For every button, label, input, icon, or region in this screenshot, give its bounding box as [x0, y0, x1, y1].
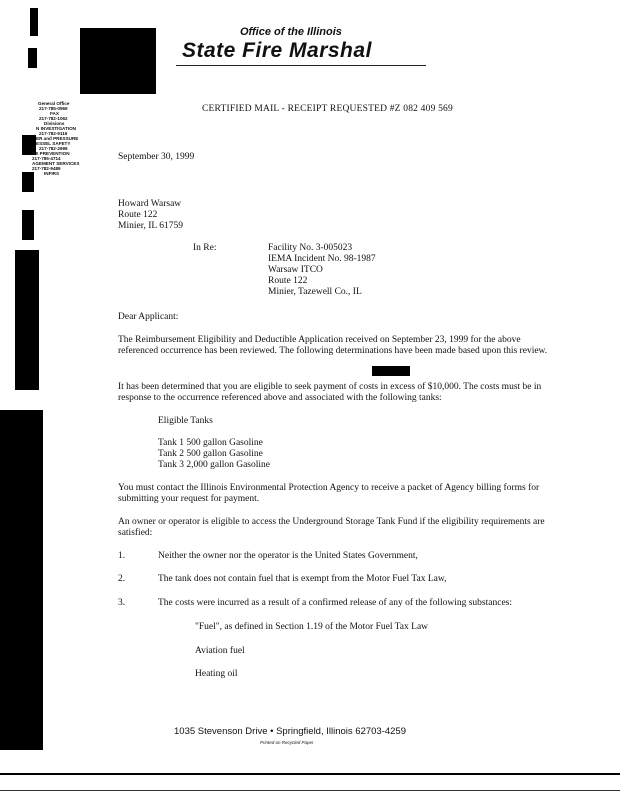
re-label: In Re:	[193, 243, 217, 253]
redaction-logo-block	[80, 28, 156, 94]
redaction-sidebar-2	[22, 172, 34, 192]
redaction-sidebar-3	[22, 210, 34, 240]
requirement-num: 1.	[118, 551, 126, 561]
letterhead-office: Office of the Illinois	[240, 26, 342, 38]
sidebar-line: General Office	[38, 101, 70, 106]
bottom-rule-1	[0, 773, 620, 775]
requirement-text: The tank does not contain fuel that is exempt from the Motor Fuel Tax Law,	[158, 574, 447, 584]
sidebar-contacts	[32, 101, 98, 176]
redaction-left-block-1	[15, 250, 39, 390]
sidebar-line: FAX	[50, 111, 59, 116]
recipient-address	[118, 199, 183, 232]
paragraph-review: The Reimbursement Eligibility and Deductible Application received on September 23, 1999 for the above referenced occurrence has been reviewed. The following determinations have been made based upon this review.	[118, 335, 548, 356]
paragraph-contact-iepa: You must contact the Illinois Environmental Protection Agency to receive a packet of Agency billing forms for submitting your request for payment.	[118, 483, 540, 504]
eligible-tanks-list	[158, 438, 270, 471]
letterhead-rule	[176, 65, 426, 66]
requirement-num: 2.	[118, 574, 126, 584]
recipient-line: Howard Warsaw	[118, 199, 182, 209]
sidebar-line: ER and PRESSURE	[36, 136, 79, 141]
redaction-bar-left	[28, 48, 37, 68]
eligible-tanks-heading: Eligible Tanks	[158, 416, 213, 426]
certified-mail-line: CERTIFIED MAIL - RECEIPT REQUESTED #Z 082 409 569	[202, 104, 453, 114]
requirement-num: 3.	[118, 598, 126, 608]
sidebar-line: RE PREVENTION	[32, 151, 70, 156]
re-line: Route 122	[268, 276, 308, 286]
redaction-bar-top-left	[30, 8, 38, 36]
redaction-inline	[372, 366, 410, 376]
sidebar-line: 217-782-1062	[39, 116, 68, 121]
tank-item: Tank 2 500 gallon Gasoline	[158, 449, 263, 459]
sidebar-line: INFIRS	[44, 171, 60, 176]
re-line: Facility No. 3-005023	[268, 243, 353, 253]
sidebar-line: ESSEL SAFETY	[36, 141, 71, 146]
sidebar-line: AGEMENT SERVICES	[32, 161, 80, 166]
sidebar-line: Divisions	[44, 121, 65, 126]
recipient-line: Minier, IL 61759	[118, 221, 183, 231]
letter-date: September 30, 1999	[118, 152, 195, 162]
substance-item: Aviation fuel	[195, 646, 245, 656]
sidebar-line: N INVESTIGATION	[36, 126, 76, 131]
tank-item: Tank 3 2,000 gallon Gasoline	[158, 460, 270, 470]
re-line: Warsaw ITCO	[268, 265, 323, 275]
paragraph-eligibility: It has been determined that you are eligible to seek payment of costs in excess of $10,000. The costs must be in response to the occurrence referenced above and associated with the following tanks:	[118, 382, 542, 403]
letterhead-title: State Fire Marshal	[182, 39, 372, 62]
recipient-line: Route 122	[118, 210, 158, 220]
sidebar-line: 217-782-9489	[32, 166, 61, 171]
footer-printed-note: Printed on Recycled Paper	[260, 740, 314, 745]
paragraph-requirements: An owner or operator is eligible to access the Underground Storage Tank Fund if the eligibility requirements are satisfied:	[118, 517, 545, 538]
sidebar-line: 217-785-0969	[39, 106, 68, 111]
re-line: IEMA Incident No. 98-1987	[268, 254, 376, 264]
salutation: Dear Applicant:	[118, 312, 179, 322]
requirement-text: Neither the owner nor the operator is the United States Government,	[158, 551, 418, 561]
sidebar-line: 217-782-2696	[39, 146, 68, 151]
sidebar-line: 217-782-9116	[39, 131, 68, 136]
tank-item: Tank 1 500 gallon Gasoline	[158, 438, 263, 448]
redaction-left-block-2	[0, 410, 43, 750]
sidebar-line: 217-785-4714	[32, 156, 61, 161]
re-block	[268, 243, 376, 298]
substance-item: "Fuel", as defined in Section 1.19 of the Motor Fuel Tax Law	[195, 622, 429, 632]
footer-address: 1035 Stevenson Drive • Springfield, Illinois 62703-4259	[174, 726, 406, 737]
bottom-rule-2	[0, 790, 620, 791]
substance-item: Heating oil	[195, 669, 238, 679]
requirement-text: The costs were incurred as a result of a confirmed release of any of the following substances:	[158, 598, 513, 608]
re-line: Minier, Tazewell Co., IL	[268, 287, 362, 297]
